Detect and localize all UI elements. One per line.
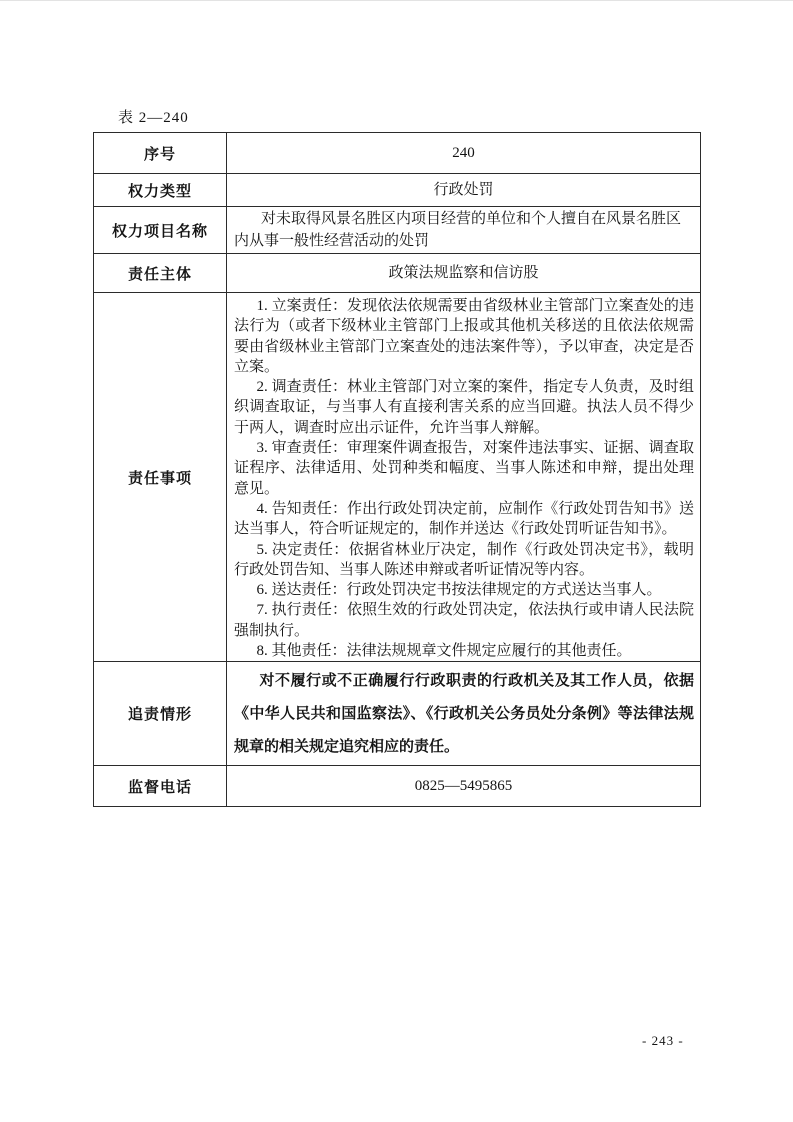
row-label-power-type: 权力类型 xyxy=(94,174,227,207)
table-row-serial-number xyxy=(94,133,701,174)
row-label-serial-number: 序号 xyxy=(94,133,227,174)
duty-item-8: 8. 其他责任：法律法规规章文件规定应履行的其他责任。 xyxy=(256,643,632,660)
row-value-responsibility-items xyxy=(227,293,701,662)
table-row-power-type xyxy=(94,174,701,207)
table-caption: 表 2—240 xyxy=(118,110,189,126)
duty-item-6: 6. 送达责任：行政处罚决定书按法律规定的方式送达当事人。 xyxy=(256,582,662,599)
duty-item-2: 2. 调查责任：林业主管部门对立案的案件，指定专人负责，及时组织调查取证，与当事人有直接利害关系的应当回避。执法人员不得少于两人，调查时应出示证件，允许当事人辩解。 xyxy=(234,379,694,436)
row-label-accountability: 追责情形 xyxy=(94,662,227,766)
row-value-responsible-subject: 政策法规监察和信访股 xyxy=(227,254,701,293)
row-label-supervision-phone: 监督电话 xyxy=(94,766,227,807)
page-number: - 243 - xyxy=(642,1033,684,1048)
row-value-supervision-phone: 0825—5495865 xyxy=(227,766,701,807)
duty-item-7: 7. 执行责任：依照生效的行政处罚决定，依法执行或申请人民法院强制执行。 xyxy=(234,602,694,639)
power-item-table xyxy=(93,132,701,807)
row-value-power-type: 行政处罚 xyxy=(227,174,701,207)
row-value-power-item-name: 对未取得风景名胜区内项目经营的单位和个人擅自在风景名胜区内从事一般性经营活动的处罚 xyxy=(227,207,701,254)
table-row-power-item-name xyxy=(94,207,701,254)
table-row-responsibility-items xyxy=(94,293,701,662)
row-value-accountability: 对不履行或不正确履行行政职责的行政机关及其工作人员，依据《中华人民共和国监察法》、《行政机关公务员处分条例》等法律法规规章的相关规定追究相应的责任。 xyxy=(227,662,701,766)
row-value-serial-number: 240 xyxy=(227,133,701,174)
duty-item-4: 4. 告知责任：作出行政处罚决定前，应制作《行政处罚告知书》送达当事人，符合听证规定的，制作并送达《行政处罚听证告知书》。 xyxy=(234,500,694,538)
duty-item-1: 1. 立案责任：发现依法依规需要由省级林业主管部门立案查处的违法行为（或者下级林业主管部门上报或其他机关移送的且依法依规需要由省级林业主管部门立案查处的违法案件等），予以审查，决定是否立案。 xyxy=(234,298,694,375)
duty-item-3: 3. 审查责任：审理案件调查报告，对案件违法事实、证据、调查取证程序、法律适用、处罚种类和幅度、当事人陈述和申辩，提出处理意见。 xyxy=(234,440,694,497)
row-label-responsible-subject: 责任主体 xyxy=(94,254,227,293)
table-row-responsible-subject xyxy=(94,254,701,293)
table-row-supervision-phone xyxy=(94,766,701,807)
duty-item-5: 5. 决定责任：依据省林业厅决定，制作《行政处罚决定书》，载明行政处罚告知、当事人陈述申辩或者听证情况等内容。 xyxy=(234,541,694,578)
row-label-responsibility-items: 责任事项 xyxy=(94,293,227,662)
table-row-accountability xyxy=(94,662,701,766)
row-label-power-item-name: 权力项目名称 xyxy=(94,207,227,254)
